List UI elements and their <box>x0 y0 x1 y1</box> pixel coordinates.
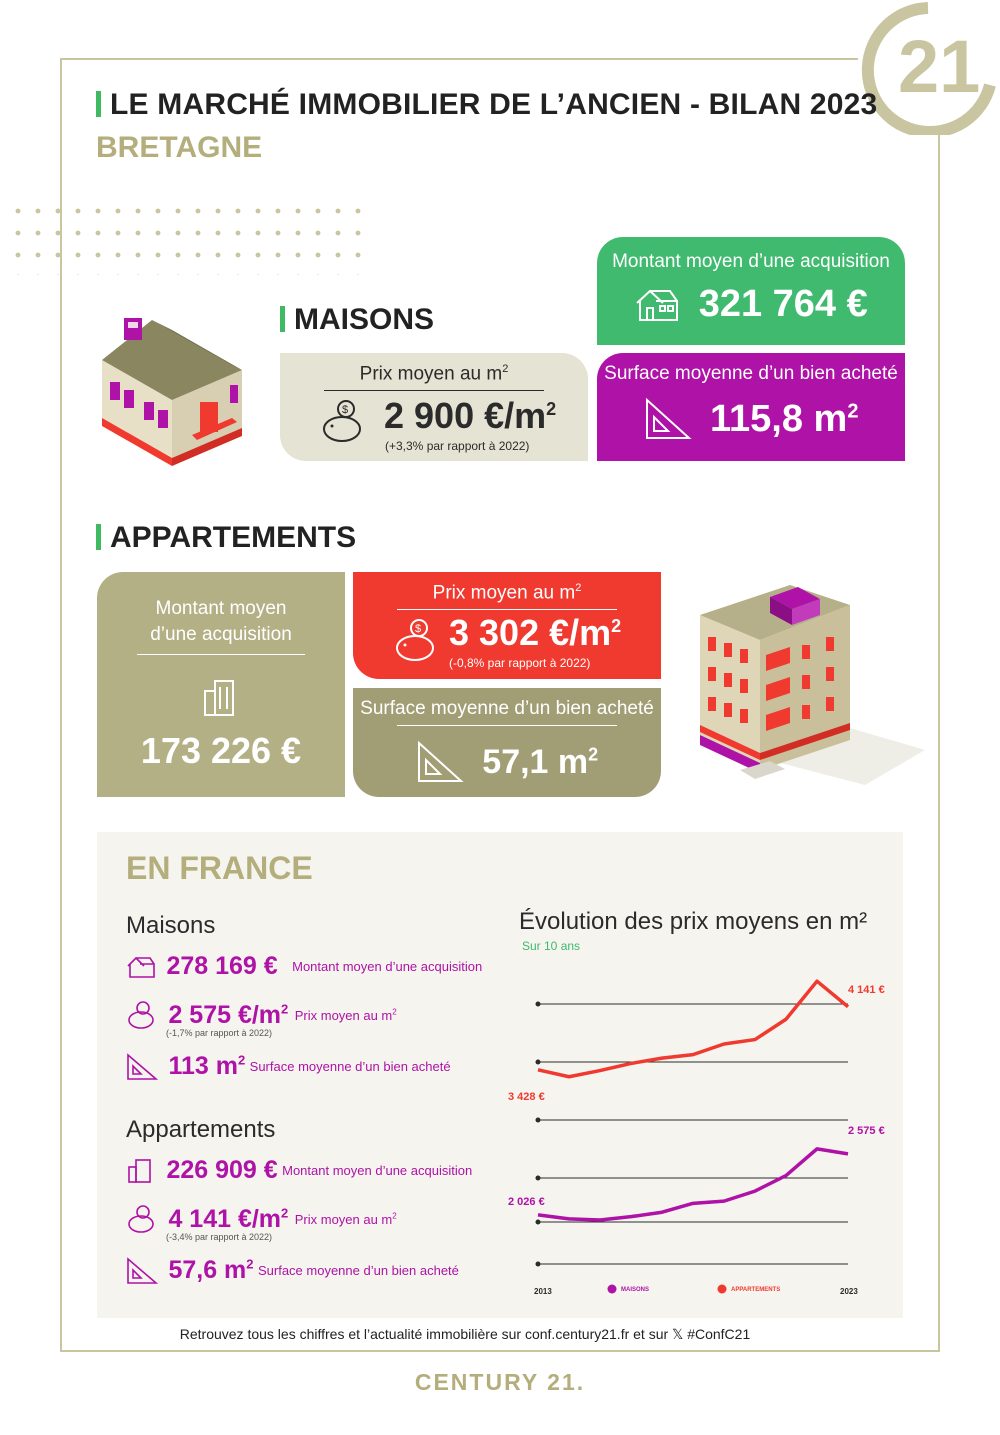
svg-text:$: $ <box>342 404 349 416</box>
chart-title: Évolution des prix moyens en m² <box>519 908 868 935</box>
svg-text:21: 21 <box>898 25 981 108</box>
apartment-building-illustration <box>690 585 930 790</box>
piggy-bank-icon <box>393 616 441 664</box>
piggy-bank-icon <box>126 1204 158 1234</box>
appartements-surface-value: 57,1 m <box>482 742 589 781</box>
appartements-prix-label: Prix moyen au m <box>432 582 576 604</box>
appartements-acquisition-label-2: d’une acquisition <box>150 624 292 645</box>
maisons-acquisition-label: Montant moyen d’une acquisition <box>612 251 890 272</box>
maisons-acquisition-value: 321 764 € <box>698 283 868 325</box>
appartements-surface-card: Surface moyenne d’un bien acheté 57,1 $m^2$ <box>353 688 661 797</box>
end-value-label: 2 575 € <box>848 1124 885 1137</box>
maisons-prix-label: Prix moyen au m <box>359 363 503 385</box>
legend-label: MAISONS <box>621 1287 650 1293</box>
maisons-prix-card: Prix moyen au $m^2$ $ 2 900 $€/m^2$ (+3,3% par rapport à 2022) <box>280 353 588 461</box>
france-appartements-prix: 4 141 $€/m^2$ Prix moyen au $m^2$ (-3,4% par rapport à 2022) <box>126 1204 397 1244</box>
region-title: BRETAGNE <box>96 131 263 164</box>
page-title: LE MARCHÉ IMMOBILIER DE L’ANCIEN - BILAN 2023 <box>96 88 877 122</box>
piggy-bank-icon <box>126 1000 158 1030</box>
appartements-prix-note: (-0,8% par rapport à 2022) <box>449 656 591 670</box>
set-square-icon <box>416 740 464 784</box>
decorative-dots <box>8 200 368 275</box>
france-title: EN FRANCE <box>126 850 313 886</box>
france-maisons-acquisition: 278 169 € Montant moyen d’une acquisition <box>126 952 482 981</box>
france-appartements-label: Appartements <box>126 1116 276 1143</box>
footer-note: Retrouvez tous les chiffres et l’actualité immobilière sur conf.century21.fr et sur 𝕏 #ConfC21 <box>179 1326 751 1342</box>
start-value-label: 2 026 € <box>508 1195 545 1208</box>
building-icon <box>201 677 241 717</box>
century21-logo <box>858 0 998 135</box>
maisons-prix-value: 2 900 €/m <box>384 395 547 436</box>
x-tick-label: 2023 <box>840 1287 858 1296</box>
set-square-icon <box>126 1257 158 1285</box>
x-tick-label: 2013 <box>534 1287 552 1296</box>
century21-brand: CENTURY 21. <box>414 1369 586 1395</box>
maisons-prix-note: (+3,3% par rapport à 2022) <box>385 439 530 453</box>
building-icon <box>126 1158 156 1184</box>
appartements-surface-label: Surface moyenne d’un bien acheté <box>360 698 654 719</box>
series-line-maisons <box>538 1149 848 1220</box>
appartements-acquisition-value: 173 226 € <box>140 730 302 771</box>
france-maisons-surface: 113 $m^2$ Surface moyenne d’un bien acheté <box>126 1052 451 1081</box>
set-square-icon <box>644 397 692 441</box>
house-illustration <box>92 310 262 470</box>
legend-marker <box>608 1285 617 1294</box>
maisons-surface-card: Surface moyenne d’un bien acheté 115,8 $m^2$ <box>597 353 905 461</box>
price-evolution-chart <box>500 960 900 1305</box>
gridline-dot <box>536 1262 541 1267</box>
maisons-title: MAISONS <box>280 303 434 337</box>
france-maisons-prix: 2 575 $€/m^2$ Prix moyen au $m^2$ (-1,7% par rapport à 2022) <box>126 1000 397 1040</box>
france-appartements-surface: 57,6 $m^2$ Surface moyenne d’un bien acheté <box>126 1256 459 1285</box>
house-icon <box>126 955 156 979</box>
gridline-dot <box>536 1060 541 1065</box>
maisons-acquisition-card <box>597 237 905 345</box>
france-appartements-acquisition: 226 909 € Montant moyen d’une acquisition <box>126 1156 472 1185</box>
legend-marker <box>718 1285 727 1294</box>
end-value-label: 4 141 € <box>848 983 885 996</box>
start-value-label: 3 428 € <box>508 1090 545 1103</box>
appartements-acquisition-card <box>97 572 345 797</box>
svg-text:$: $ <box>415 623 422 635</box>
chart-subtitle: Sur 10 ans <box>522 939 581 953</box>
house-icon <box>634 287 680 323</box>
gridline-dot <box>536 1176 541 1181</box>
gridline-dot <box>536 1220 541 1225</box>
gridline-dot <box>536 1118 541 1123</box>
appartements-prix-value: 3 302 €/m <box>449 612 612 653</box>
legend-label: APPARTEMENTS <box>731 1287 781 1293</box>
piggy-bank-icon <box>320 397 368 445</box>
appartements-title: APPARTEMENTS <box>96 521 356 555</box>
maisons-surface-value: 115,8 m <box>709 397 848 440</box>
maisons-surface-label: Surface moyenne d’un bien acheté <box>604 363 898 384</box>
appartements-acquisition-label-1: Montant moyen <box>155 598 287 619</box>
france-maisons-label: Maisons <box>126 912 216 939</box>
gridline-dot <box>536 1002 541 1007</box>
set-square-icon <box>126 1053 158 1081</box>
appartements-prix-card: Prix moyen au $m^2$ $ 3 302 $€/m^2$ (-0,8% par rapport à 2022) <box>353 572 661 679</box>
